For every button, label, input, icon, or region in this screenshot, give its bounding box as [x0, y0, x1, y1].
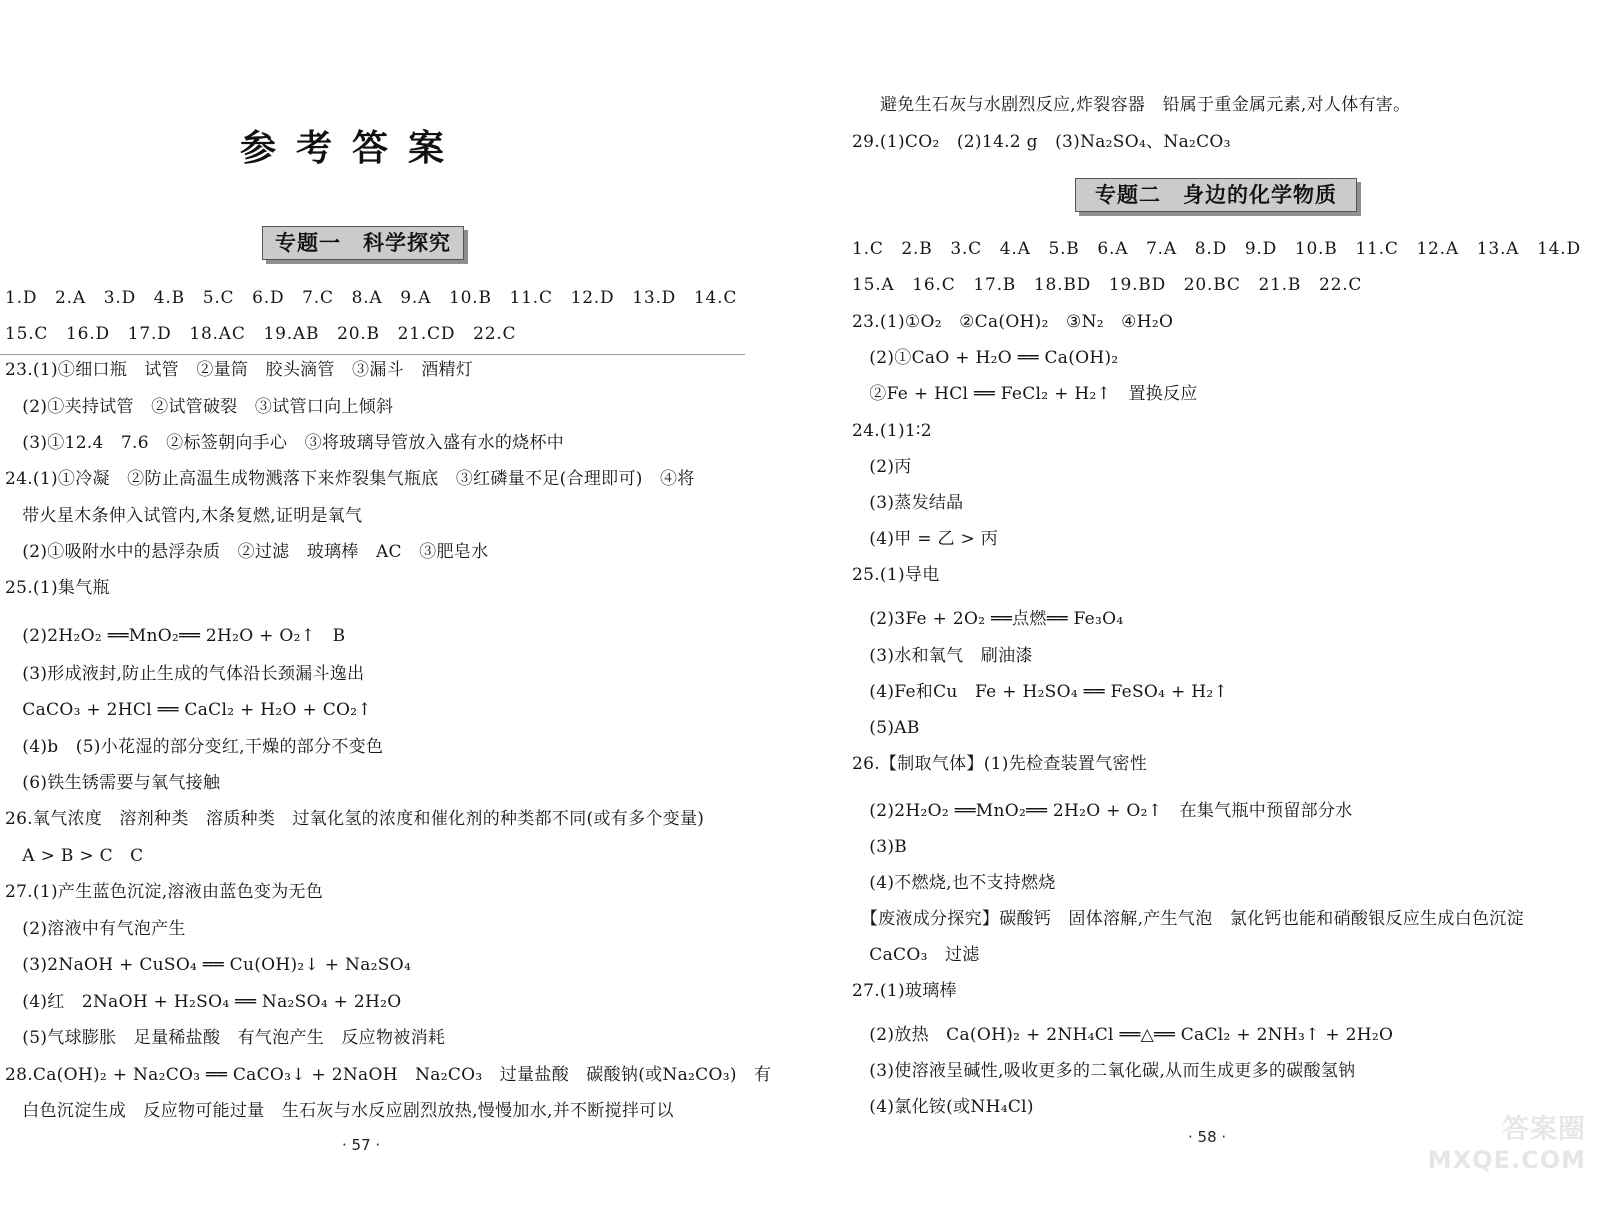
watermark-url: MXQE.COM	[1427, 1146, 1586, 1174]
answer-line: (2)溶液中有气泡产生	[5, 919, 186, 939]
answer-line: 23.(1)①O₂ ②Ca(OH)₂ ③N₂ ④H₂O	[852, 312, 1174, 332]
section-banner-2: 专题二 身边的化学物质	[1075, 178, 1357, 212]
divider-rule	[0, 354, 745, 355]
answer-line: (3)形成液封,防止生成的气体沿长颈漏斗逸出	[5, 664, 365, 684]
answer-line: CaCO₃ 过滤	[852, 945, 980, 965]
answer-line: ②Fe + HCl ══ FeCl₂ + H₂↑ 置换反应	[852, 384, 1198, 404]
answer-line: 15.A 16.C 17.B 18.BD 19.BD 20.BC 21.B 22.C	[852, 275, 1363, 295]
watermark-logo	[1396, 1115, 1586, 1195]
answer-line: 23.(1)①细口瓶 试管 ②量筒 胶头滴管 ③漏斗 酒精灯	[5, 360, 474, 380]
answer-line: 26.【制取气体】(1)先检查装置气密性	[852, 754, 1148, 774]
answer-line: (2)①CaO + H₂O ══ Ca(OH)₂	[852, 348, 1119, 368]
answer-line: (5)气球膨胀 足量稀盐酸 有气泡产生 反应物被消耗	[5, 1028, 446, 1048]
answer-line: 28.Ca(OH)₂ + Na₂CO₃ ══ CaCO₃↓ + 2NaOH Na₂CO₃ 过量盐酸 碳酸钠(或Na₂CO₃) 有	[5, 1065, 772, 1085]
section-banner-1: 专题一 科学探究	[262, 226, 464, 260]
answer-line: (2)①夹持试管 ②试管破裂 ③试管口向上倾斜	[5, 397, 394, 417]
answer-line: 15.C 16.D 17.D 18.AC 19.AB 20.B 21.CD 22.C	[5, 324, 517, 344]
answer-line: (3)蒸发结晶	[852, 493, 964, 513]
answer-line: 26.氧气浓度 溶剂种类 溶质种类 过氧化氢的浓度和催化剂的种类都不同(或有多个变量)	[5, 809, 705, 829]
answer-line: (2)2H₂O₂ ══MnO₂══ 2H₂O + O₂↑ 在集气瓶中预留部分水	[852, 801, 1353, 821]
answer-line: (2)放热 Ca(OH)₂ + 2NH₄Cl ══△══ CaCl₂ + 2NH₃↑ + 2H₂O	[852, 1025, 1394, 1045]
answer-line: 24.(1)1∶2	[852, 421, 932, 441]
answer-line: (3)①12.4 7.6 ②标签朝向手心 ③将玻璃导管放入盛有水的烧杯中	[5, 433, 565, 453]
answer-line: (4)Fe和Cu Fe + H₂SO₄ ══ FeSO₄ + H₂↑	[852, 682, 1229, 702]
answer-line: 25.(1)集气瓶	[5, 578, 110, 598]
answer-line: (5)AB	[852, 718, 920, 738]
answer-line: (4)氯化铵(或NH₄Cl)	[852, 1097, 1034, 1117]
answer-line: A > B > C C	[5, 846, 144, 866]
answer-line: (2)①吸附水中的悬浮杂质 ②过滤 玻璃棒 AC ③肥皂水	[5, 542, 489, 562]
watermark-title: 答案圈	[1502, 1114, 1586, 1145]
page-number: · 58 ·	[1188, 1128, 1227, 1146]
answer-line: (4)不燃烧,也不支持燃烧	[852, 873, 1056, 893]
answer-line: 1.C 2.B 3.C 4.A 5.B 6.A 7.A 8.D 9.D 10.B 11.C 12.A 13.A 14.D	[852, 239, 1581, 259]
answer-line: 29.(1)CO₂ (2)14.2 g (3)Na₂SO₄、Na₂CO₃	[852, 132, 1231, 152]
answer-line: (6)铁生锈需要与氧气接触	[5, 773, 221, 793]
answer-line: (3)2NaOH + CuSO₄ ══ Cu(OH)₂↓ + Na₂SO₄	[5, 955, 412, 975]
answer-line: (2)丙	[852, 457, 912, 477]
answer-line: 【废液成分探究】碳酸钙 固体溶解,产生气泡 氯化钙也能和硝酸银反应生成白色沉淀	[852, 909, 1524, 929]
answer-line: 24.(1)①冷凝 ②防止高温生成物溅落下来炸裂集气瓶底 ③红磷量不足(合理即可) ④将	[5, 469, 695, 489]
answer-line: CaCO₃ + 2HCl ══ CaCl₂ + H₂O + CO₂↑	[5, 700, 372, 720]
answer-line: 带火星木条伸入试管内,木条复燃,证明是氧气	[5, 506, 363, 526]
answer-line: 避免生石灰与水剧烈反应,炸裂容器 铅属于重金属元素,对人体有害。	[880, 95, 1411, 115]
answer-line: 27.(1)玻璃棒	[852, 981, 957, 1001]
page-title: 参考答案	[240, 128, 465, 169]
answer-line: (3)使溶液呈碱性,吸收更多的二氧化碳,从而生成更多的碳酸氢钠	[852, 1061, 1356, 1081]
answer-line: (3)B	[852, 837, 908, 857]
answer-line: (4)红 2NaOH + H₂SO₄ ══ Na₂SO₄ + 2H₂O	[5, 992, 402, 1012]
page-number: · 57 ·	[342, 1136, 381, 1154]
answer-line: 27.(1)产生蓝色沉淀,溶液由蓝色变为无色	[5, 882, 324, 902]
answer-line: 白色沉淀生成 反应物可能过量 生石灰与水反应剧烈放热,慢慢加水,并不断搅拌可以	[5, 1101, 674, 1121]
answer-line: 25.(1)导电	[852, 565, 940, 585]
answer-line: (2)3Fe + 2O₂ ══点燃══ Fe₃O₄	[852, 609, 1124, 629]
answer-line: (4)b (5)小花湿的部分变红,干燥的部分不变色	[5, 737, 384, 757]
answer-line: (2)2H₂O₂ ══MnO₂══ 2H₂O + O₂↑ B	[5, 626, 346, 646]
answer-line: (3)水和氧气 刷油漆	[852, 646, 1033, 666]
answer-line: 1.D 2.A 3.D 4.B 5.C 6.D 7.C 8.A 9.A 10.B 11.C 12.D 13.D 14.C	[5, 288, 738, 308]
answer-line: (4)甲 = 乙 > 丙	[852, 529, 999, 549]
